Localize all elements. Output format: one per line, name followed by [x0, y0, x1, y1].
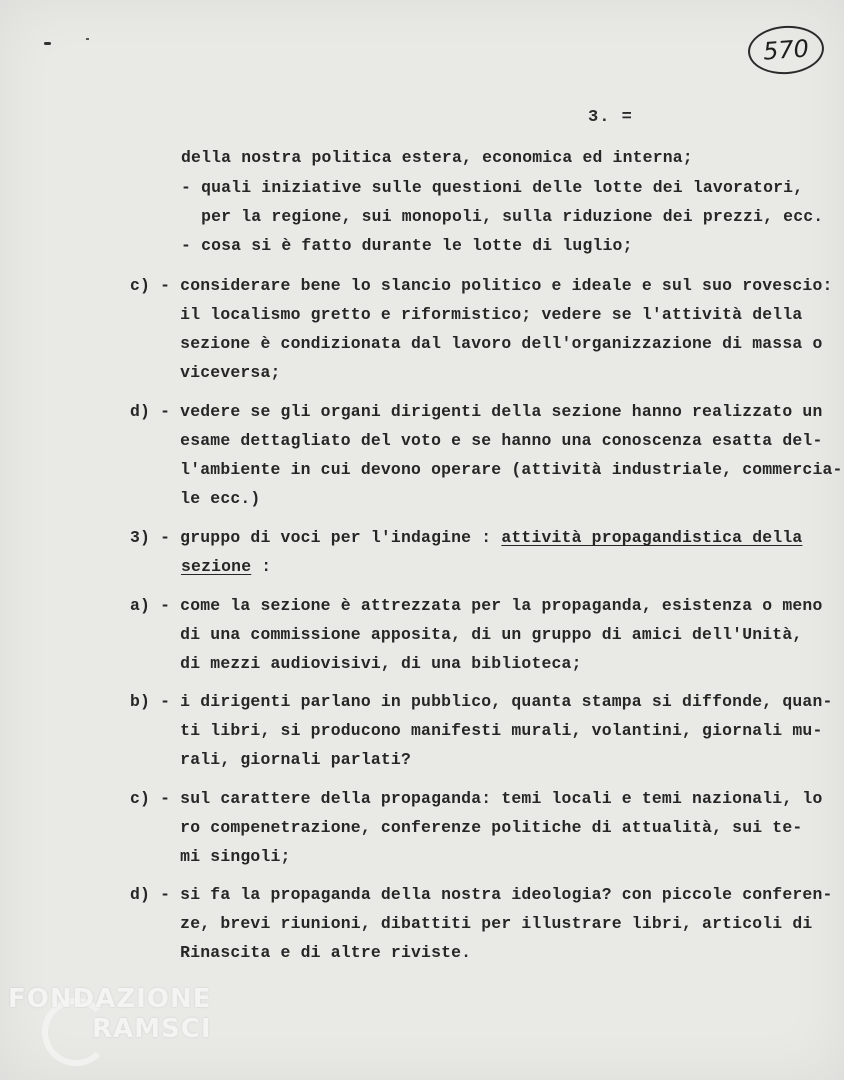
folio-stamp: 570: [746, 23, 825, 76]
watermark-line2: RAMSCI: [92, 1014, 212, 1044]
text-line: mi singoli;: [130, 847, 291, 866]
text-line: sezione è condizionata dal lavoro dell'organizzazione di massa o: [130, 334, 823, 353]
page-number: 3. =: [588, 108, 633, 127]
ink-speck: [44, 42, 51, 45]
text-line: ti libri, si producono manifesti murali, volantini, giornali mu-: [130, 721, 823, 740]
section-heading-cont: [181, 557, 271, 576]
text-line: rali, giornali parlati?: [130, 750, 412, 769]
watermark-line1: FONDAZIONE: [8, 984, 212, 1014]
text-line: c) - considerare bene lo slancio politico e ideale e sul suo rovescio:: [130, 276, 833, 295]
text-line: viceversa;: [130, 363, 281, 382]
text-line: di mezzi audiovisivi, di una biblioteca;: [130, 654, 582, 673]
text-line: c) - sul carattere della propaganda: temi locali e temi nazionali, lo: [130, 789, 823, 808]
heading-title-underlined: attività propagandistica della: [501, 528, 803, 547]
text-line: d) - vedere se gli organi dirigenti della sezione hanno realizzato un: [130, 402, 823, 421]
text-line: Rinascita e di altre riviste.: [130, 943, 472, 962]
text-line: b) - i dirigenti parlano in pubblico, quanta stampa si diffonde, quan-: [130, 692, 833, 711]
text-line: - quali iniziative sulle questioni delle lotte dei lavoratori,: [181, 178, 804, 197]
ink-speck: [86, 38, 89, 40]
text-line: le ecc.): [130, 489, 261, 508]
text-line: esame dettagliato del voto e se hanno una conoscenza esatta del-: [130, 431, 823, 450]
text-line: a) - come la sezione è attrezzata per la propaganda, esistenza o meno: [130, 596, 823, 615]
text-line: l'ambiente in cui devono operare (attività industriale, commercia-: [130, 460, 843, 479]
heading-title-underlined: sezione: [181, 557, 252, 576]
heading-prefix: 3) - gruppo di voci per l'indagine :: [130, 528, 502, 547]
text-line: ro compenetrazione, conferenze politiche di attualità, sui te-: [130, 818, 803, 837]
section-heading: [130, 528, 802, 547]
text-line: - cosa si è fatto durante le lotte di luglio;: [181, 236, 633, 255]
text-line: ze, brevi riunioni, dibattiti per illustrare libri, articoli di: [130, 914, 813, 933]
text-line: il localismo gretto e riformistico; vedere se l'attività della: [130, 305, 803, 324]
heading-colon: :: [251, 557, 272, 576]
text-line: per la regione, sui monopoli, sulla riduzione dei prezzi, ecc.: [181, 207, 824, 226]
text-line: d) - si fa la propaganda della nostra ideologia? con piccole conferen-: [130, 885, 833, 904]
text-line: della nostra politica estera, economica ed interna;: [181, 148, 693, 167]
text-line: di una commissione apposita, di un gruppo di amici dell'Unità,: [130, 625, 803, 644]
